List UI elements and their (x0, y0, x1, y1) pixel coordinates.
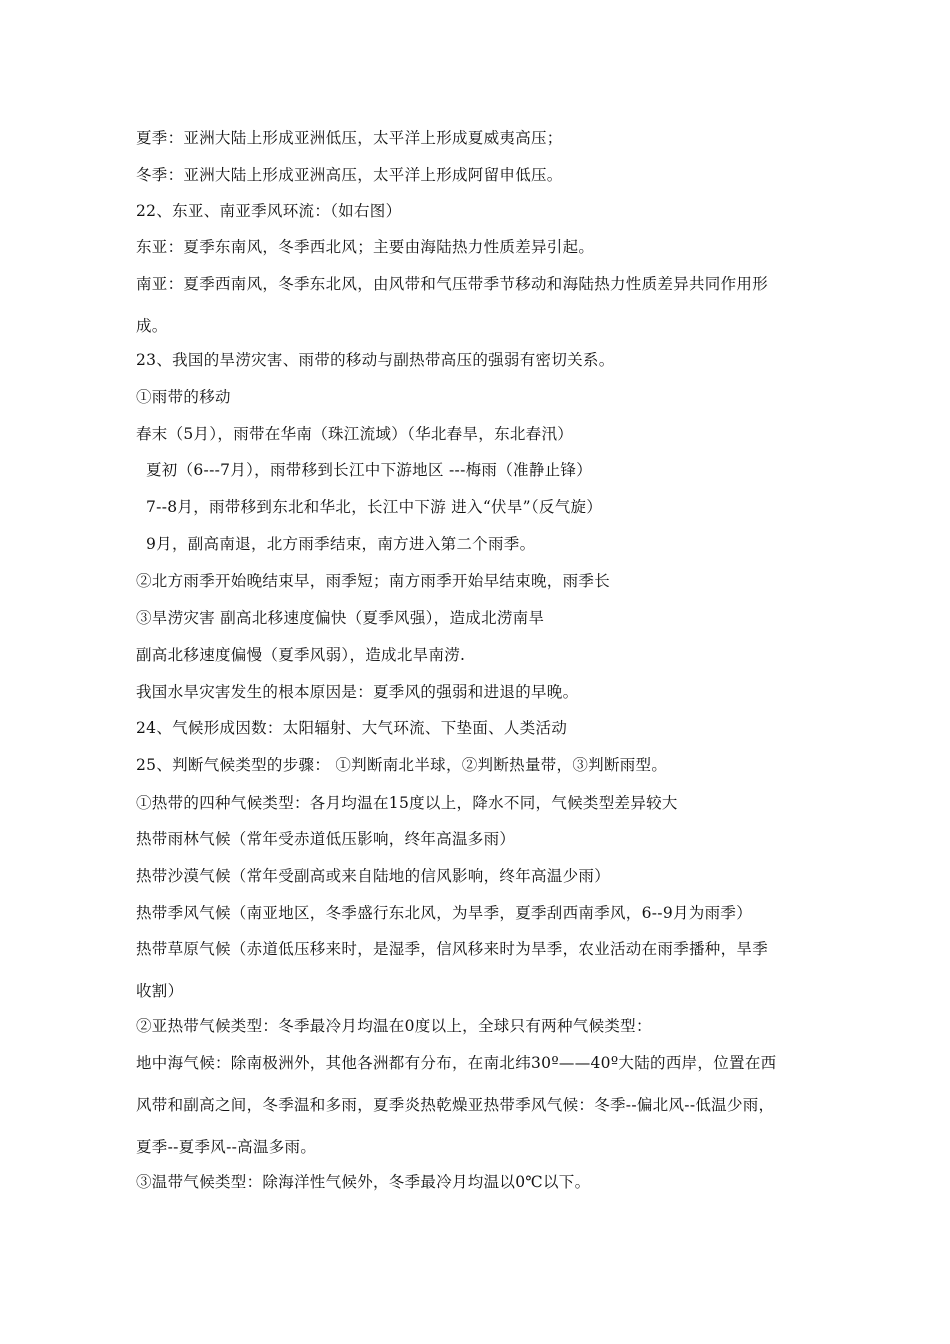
text-line: ①雨带的移动 (136, 388, 231, 406)
text-line: 7--8月，雨带移到东北和华北，长江中下游 进入“伏旱”（反气旋） (146, 498, 603, 516)
text-line: 热带沙漠气候（常年受副高或来自陆地的信风影响，终年高温少雨） (136, 867, 611, 885)
text-line: 春末（5月），雨带在华南（珠江流域）（华北春旱，东北春汛） (136, 425, 574, 443)
text-line: ②北方雨季开始晚结束早，雨季短；南方雨季开始早结束晚，雨季长 (136, 572, 611, 590)
text-line: 热带草原气候（赤道低压移来时，是湿季，信风移来时为旱季，农业活动在雨季播种，旱季 (136, 940, 769, 958)
text-line: 热带季风气候（南亚地区，冬季盛行东北风，为旱季，夏季刮西南季风，6--9月为雨季） (136, 904, 753, 922)
text-line: 热带雨林气候（常年受赤道低压影响，终年高温多雨） (136, 830, 516, 848)
text-line: 成。 (136, 317, 168, 335)
text-line: 我国水旱灾害发生的根本原因是：夏季风的强弱和进退的早晚。 (136, 683, 579, 701)
text-line: ②亚热带气候类型：冬季最冷月均温在0度以上，全球只有两种气候类型： (136, 1017, 652, 1035)
text-line: 冬季：亚洲大陆上形成亚洲高压，太平洋上形成阿留申低压。 (136, 166, 563, 184)
text-line: ①热带的四种气候类型：各月均温在15度以上，降水不同，气候类型差异较大 (136, 794, 678, 812)
text-line: 夏季--夏季风--高温多雨。 (136, 1138, 317, 1156)
text-line: 夏初（6---7月），雨带移到长江中下游地区 ---梅雨（准静止锋） (146, 461, 593, 479)
text-line: 地中海气候：除南极洲外，其他各洲都有分布，在南北纬30º——40º大陆的西岸，位置在西 (136, 1054, 777, 1072)
text-line: 副高北移速度偏慢（夏季风弱），造成北旱南涝. (136, 646, 466, 664)
text-line: 收割） (136, 982, 184, 1000)
text-line: 风带和副高之间，冬季温和多雨，夏季炎热乾燥亚热带季风气候：冬季--偏北风--低温少雨， (136, 1096, 775, 1114)
text-line: 23、我国的旱涝灾害、雨带的移动与副热带高压的强弱有密切关系。 (136, 351, 615, 369)
text-line: 24、气候形成因数：太阳辐射、大气环流、下垫面、人类活动 (136, 719, 568, 737)
text-line: 9月，副高南退，北方雨季结束，南方进入第二个雨季。 (146, 535, 536, 553)
text-line: 25、判断气候类型的步骤： ①判断南北半球，②判断热量带，③判断雨型。 (136, 756, 668, 774)
text-line: 夏季：亚洲大陆上形成亚洲低压，太平洋上形成夏威夷高压； (136, 129, 563, 147)
text-line: 南亚：夏季西南风，冬季东北风，由风带和气压带季节移动和海陆热力性质差异共同作用形 (136, 275, 769, 293)
text-line: ③温带气候类型：除海洋性气候外，冬季最冷月均温以0℃以下。 (136, 1173, 591, 1191)
text-line: 东亚：夏季东南风，冬季西北风；主要由海陆热力性质差异引起。 (136, 238, 595, 256)
text-line: 22、东亚、南亚季风环流：（如右图） (136, 202, 402, 220)
text-line: ③旱涝灾害 副高北移速度偏快（夏季风强），造成北涝南旱 (136, 609, 545, 627)
